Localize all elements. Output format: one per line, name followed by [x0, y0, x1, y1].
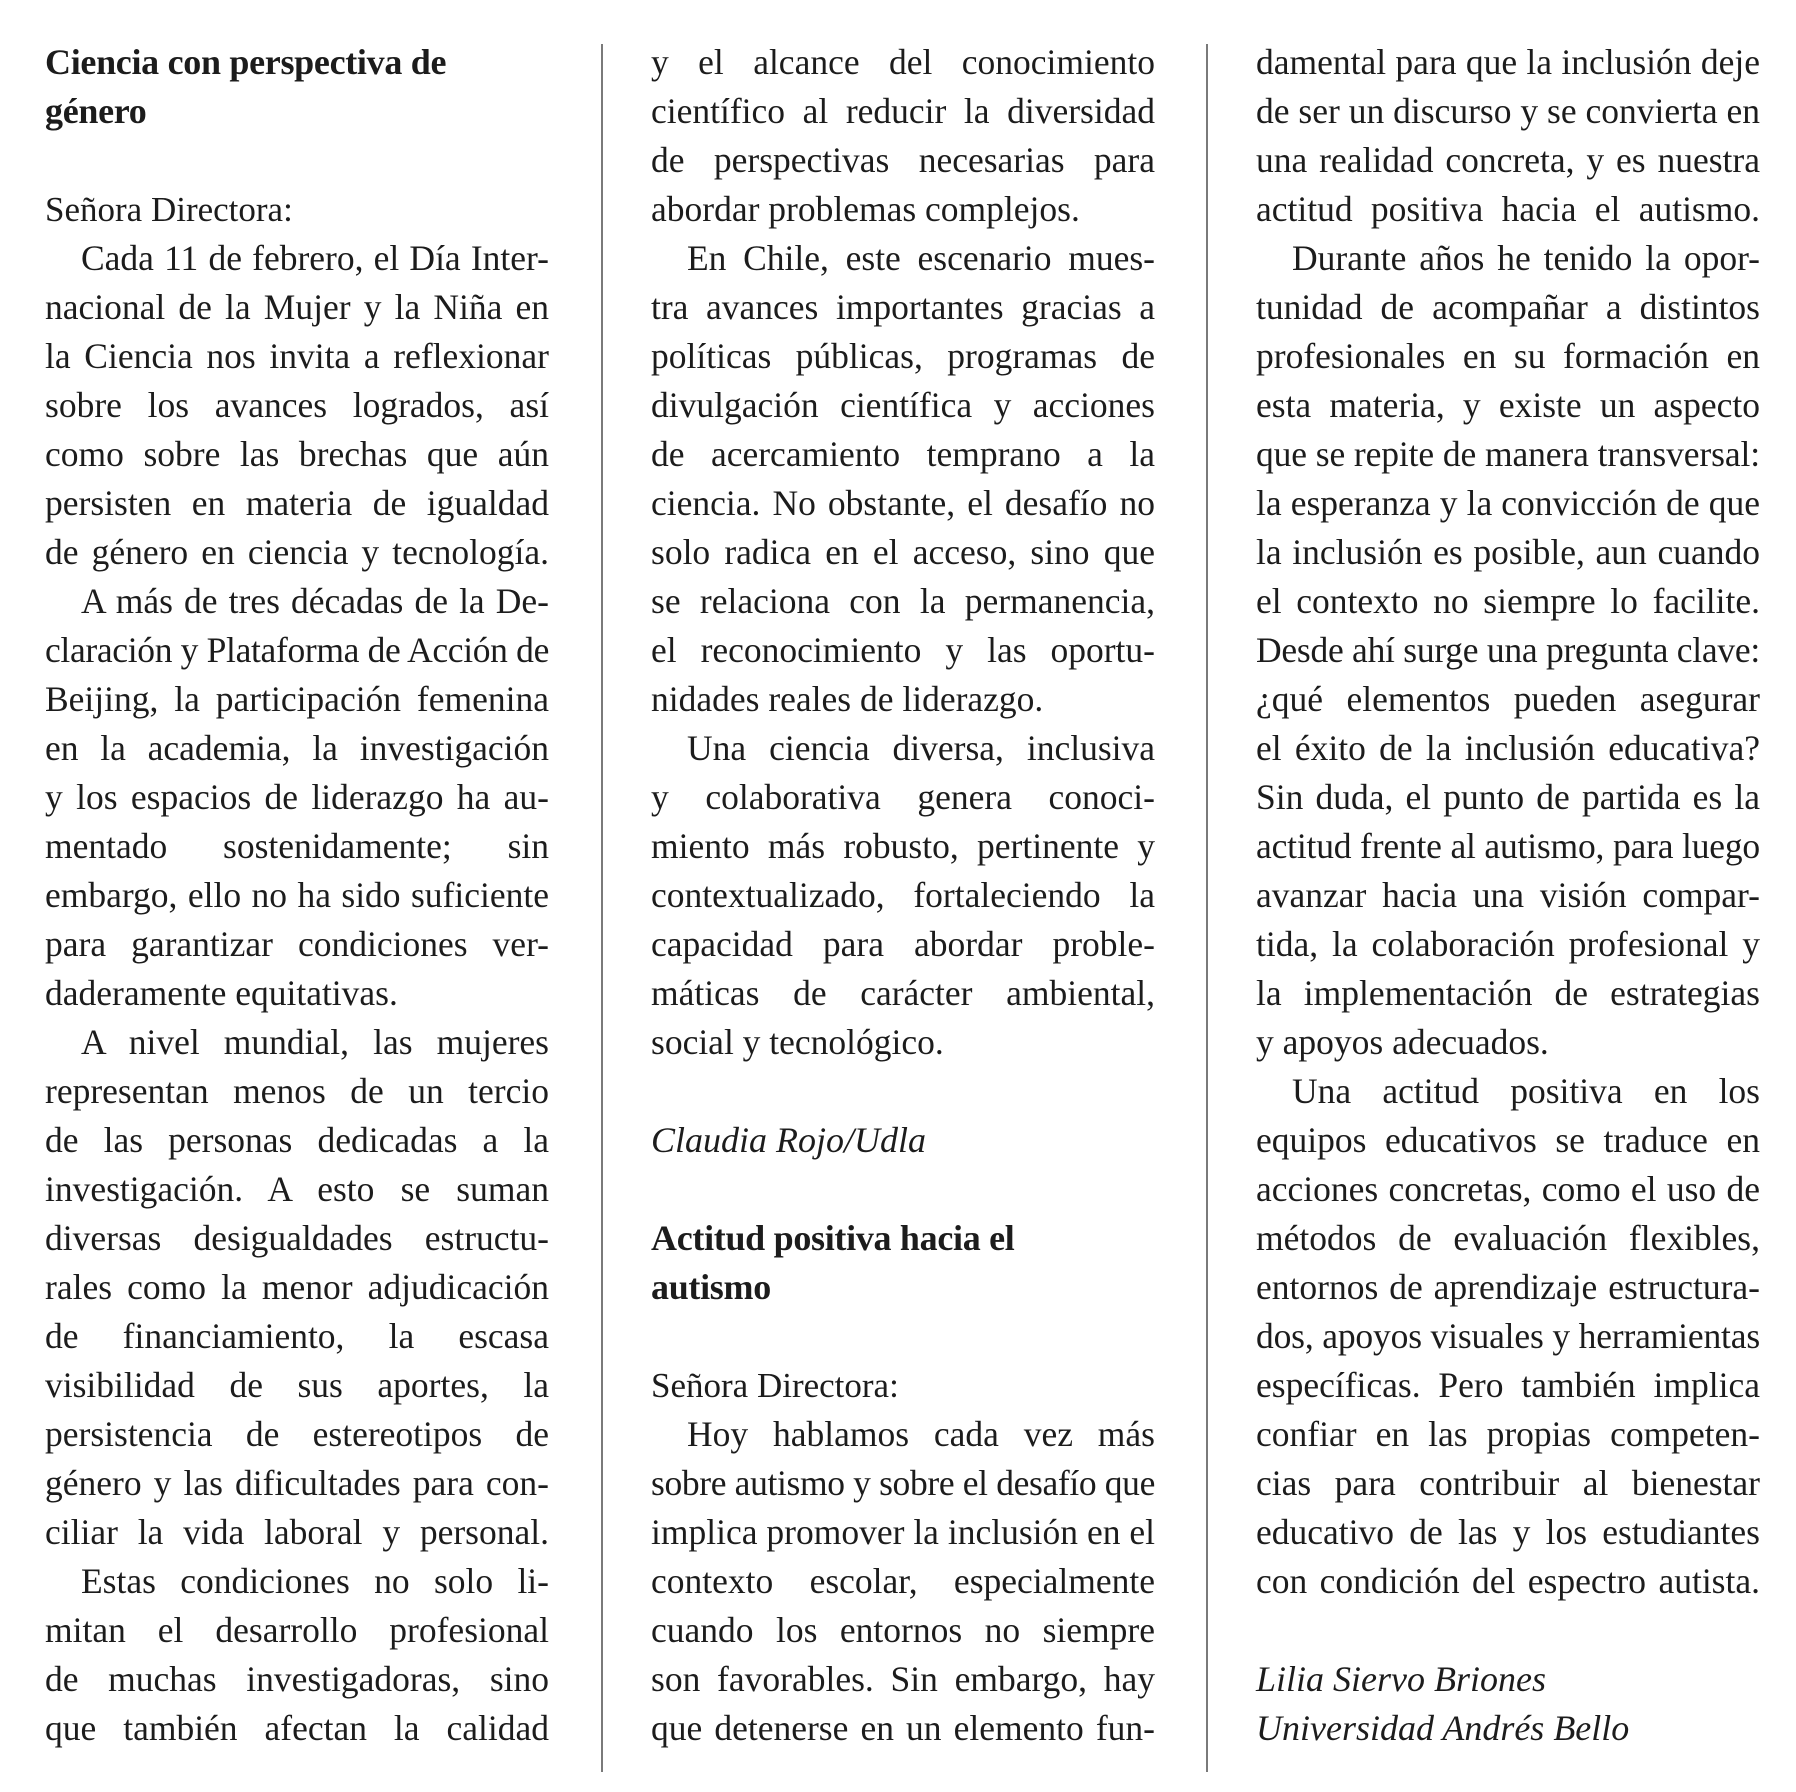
letter1-text-line: divulgación científica y acciones	[651, 385, 1155, 425]
letter1-text-line: ciliar la vida laboral y personal.	[45, 1512, 549, 1552]
letter1-text-line: capacidad para abordar proble-	[651, 924, 1155, 964]
letter1-text-line: investigación. A esto se suman	[45, 1169, 549, 1209]
letter2-text-line: Desde ahí surge una pregunta clave:	[1256, 630, 1760, 670]
letter1-text-line: tra avances importantes gracias a	[651, 287, 1155, 327]
letter2-text-line: Sin duda, el punto de partida es la	[1256, 777, 1760, 817]
letter1-text-line: máticas de carácter ambiental,	[651, 973, 1155, 1013]
spacer	[1256, 1606, 1760, 1655]
letter1-text-line: claración y Plataforma de Acción de	[45, 630, 549, 670]
letter1-text-line: y el alcance del conocimiento	[651, 42, 1155, 82]
letter1-text-line: solo radica en el acceso, sino que	[651, 532, 1155, 572]
letter1-text-line: de financiamiento, la escasa	[45, 1316, 549, 1356]
letter1-text-line: que también afectan la calidad	[45, 1708, 549, 1748]
letter2-text-line: la implementación de estrategias	[1256, 973, 1760, 1013]
letter2-text-line: métodos de evaluación flexibles,	[1256, 1218, 1760, 1258]
letter1-text-line: de acercamiento temprano a la	[651, 434, 1155, 474]
letter2-text-line: una realidad concreta, y es nuestra	[1256, 140, 1760, 180]
column-divider	[1206, 44, 1208, 1772]
letter1-text-line: En Chile, este escenario mues-	[687, 238, 1155, 278]
letter1-text-line: de las personas dedicadas a la	[45, 1120, 549, 1160]
letter1-text-line: y colaborativa genera conoci-	[651, 777, 1155, 817]
spacer	[651, 1165, 1155, 1214]
letter1-text-line: como sobre las brechas que aún	[45, 434, 549, 474]
letter2-text-line: tida, la colaboración profesional y	[1256, 924, 1760, 964]
letter2-text-line: damental para que la inclusión deje	[1256, 42, 1760, 82]
letter2-text-line: específicas. Pero también implica	[1256, 1365, 1760, 1405]
letter2-title-line: Actitud positiva hacia el	[651, 1218, 1015, 1258]
letter2-text-line: actitud frente al autismo, para luego	[1256, 826, 1760, 866]
letter1-text-line: daderamente equitativas.	[45, 973, 398, 1013]
letter2-text-line: Una actitud positiva en los	[1292, 1071, 1760, 1111]
letter1-text-line: se relaciona con la permanencia,	[651, 581, 1155, 621]
letter1-text-line: nacional de la Mujer y la Niña en	[45, 287, 549, 327]
letter1-text-line: persistencia de estereotipos de	[45, 1414, 549, 1454]
letter2-text-line: la inclusión es posible, aun cuando	[1256, 532, 1760, 572]
letter2-text-line: Hoy hablamos cada vez más	[687, 1414, 1155, 1454]
letter2-text-line: tunidad de acompañar a distintos	[1256, 287, 1760, 327]
letter2-text-line: entornos de aprendizaje estructura-	[1256, 1267, 1760, 1307]
letter2-text-line: equipos educativos se traduce en	[1256, 1120, 1760, 1160]
letter2-text-line: el éxito de la inclusión educativa?	[1256, 728, 1760, 768]
letter1-text-line: sobre los avances logrados, así	[45, 385, 549, 425]
letter2-text-line: actitud positiva hacia el autismo.	[1256, 189, 1760, 229]
letter2-text-line: implica promover la inclusión en el	[651, 1512, 1155, 1552]
letter2-text-line: avanzar hacia una visión compar-	[1256, 875, 1760, 915]
letter2-text-line: de ser un discurso y se convierta en	[1256, 91, 1760, 131]
letter1-text-line: científico al reducir la diversidad	[651, 91, 1155, 131]
letter1-text-line: Cada 11 de febrero, el Día Inter-	[81, 238, 549, 278]
letter1-text-line: políticas públicas, programas de	[651, 336, 1155, 376]
letter1-text-line: mitan el desarrollo profesional	[45, 1610, 549, 1650]
letter2-text-line: son favorables. Sin embargo, hay	[651, 1659, 1155, 1699]
letter1-text-line: persisten en materia de igualdad	[45, 483, 549, 523]
letter1-text-line: en la academia, la investigación	[45, 728, 549, 768]
letter2-text-line: que se repite de manera transversal:	[1256, 434, 1760, 474]
letter1-text-line: miento más robusto, pertinente y	[651, 826, 1155, 866]
letter2-greeting: Señora Directora:	[651, 1366, 899, 1405]
spacer	[651, 1312, 1155, 1361]
letter1-text-line: ciencia. No obstante, el desafío no	[651, 483, 1155, 523]
column-3	[1256, 38, 1760, 1753]
column-divider	[601, 44, 603, 1772]
letter1-text-line: diversas desigualdades estructu-	[45, 1218, 549, 1258]
letter1-signature: Claudia Rojo/Udla	[651, 1120, 927, 1160]
column-1	[45, 38, 549, 1753]
letter1-text-line: rales como la menor adjudicación	[45, 1267, 549, 1307]
letter2-text-line: ¿qué elementos pueden asegurar	[1256, 679, 1760, 719]
letter2-text-line: sobre autismo y sobre el desafío que	[651, 1463, 1155, 1503]
letter2-text-line: acciones concretas, como el uso de	[1256, 1169, 1760, 1209]
letter1-text-line: para garantizar condiciones ver-	[45, 924, 549, 964]
letter2-text-line: dos, apoyos visuales y herramientas	[1256, 1316, 1760, 1356]
spacer	[651, 1067, 1155, 1116]
letter2-text-line: cias para contribuir al bienestar	[1256, 1463, 1760, 1503]
letter2-signature-affiliation: Universidad Andrés Bello	[1256, 1708, 1630, 1748]
letter1-text-line: género y las dificultades para con-	[45, 1463, 549, 1503]
letter1-text-line: de perspectivas necesarias para	[651, 140, 1155, 180]
letter1-text-line: visibilidad de sus aportes, la	[45, 1365, 549, 1405]
letter1-text-line: A nivel mundial, las mujeres	[81, 1022, 549, 1062]
letter1-text-line: embargo, ello no ha sido suficiente	[45, 875, 549, 915]
spacer	[45, 136, 549, 185]
letter1-text-line: mentado sostenidamente; sin	[45, 826, 549, 866]
letter2-text-line: y apoyos adecuados.	[1256, 1022, 1549, 1062]
letter2-text-line: con condición del espectro autista.	[1256, 1561, 1760, 1601]
letter1-text-line: abordar problemas complejos.	[651, 189, 1080, 229]
letter1-text-line: contextualizado, fortaleciendo la	[651, 875, 1155, 915]
letter2-text-line: confiar en las propias competen-	[1256, 1414, 1760, 1454]
letter1-title-line: género	[45, 91, 147, 131]
letter2-text-line: cuando los entornos no siempre	[651, 1610, 1155, 1650]
letter1-text-line: de género en ciencia y tecnología.	[45, 532, 549, 572]
letter1-text-line: nidades reales de liderazgo.	[651, 679, 1044, 719]
letter2-text-line: educativo de las y los estudiantes	[1256, 1512, 1760, 1552]
letter2-signature-name: Lilia Siervo Briones	[1256, 1659, 1546, 1699]
letter1-title-line: Ciencia con perspectiva de	[45, 42, 447, 82]
letter1-greeting: Señora Directora:	[45, 190, 293, 229]
letter1-text-line: y los espacios de liderazgo ha au-	[45, 777, 549, 817]
letter1-text-line: el reconocimiento y las oportu-	[651, 630, 1155, 670]
letter1-text-line: representan menos de un tercio	[45, 1071, 549, 1111]
letter2-text-line: contexto escolar, especialmente	[651, 1561, 1155, 1601]
letter2-text-line: el contexto no siempre lo facilite.	[1256, 581, 1760, 621]
letter1-text-line: Beijing, la participación femenina	[45, 679, 549, 719]
letter1-text-line: la Ciencia nos invita a reflexionar	[45, 336, 549, 376]
letter2-title-line: autismo	[651, 1267, 771, 1307]
letter1-text-line: Una ciencia diversa, inclusiva	[687, 728, 1155, 768]
letter1-text-line: de muchas investigadoras, sino	[45, 1659, 549, 1699]
column-2	[651, 38, 1155, 1753]
letter1-text-line: social y tecnológico.	[651, 1022, 944, 1062]
letter1-text-line: A más de tres décadas de la De-	[81, 581, 549, 621]
letter2-text-line: Durante años he tenido la opor-	[1292, 238, 1760, 278]
letter2-text-line: profesionales en su formación en	[1256, 336, 1760, 376]
letter1-text-line: Estas condiciones no solo li-	[81, 1561, 549, 1601]
letter2-text-line: esta materia, y existe un aspecto	[1256, 385, 1760, 425]
letter2-text-line: que detenerse en un elemento fun-	[651, 1708, 1155, 1748]
letter2-text-line: la esperanza y la convicción de que	[1256, 483, 1760, 523]
